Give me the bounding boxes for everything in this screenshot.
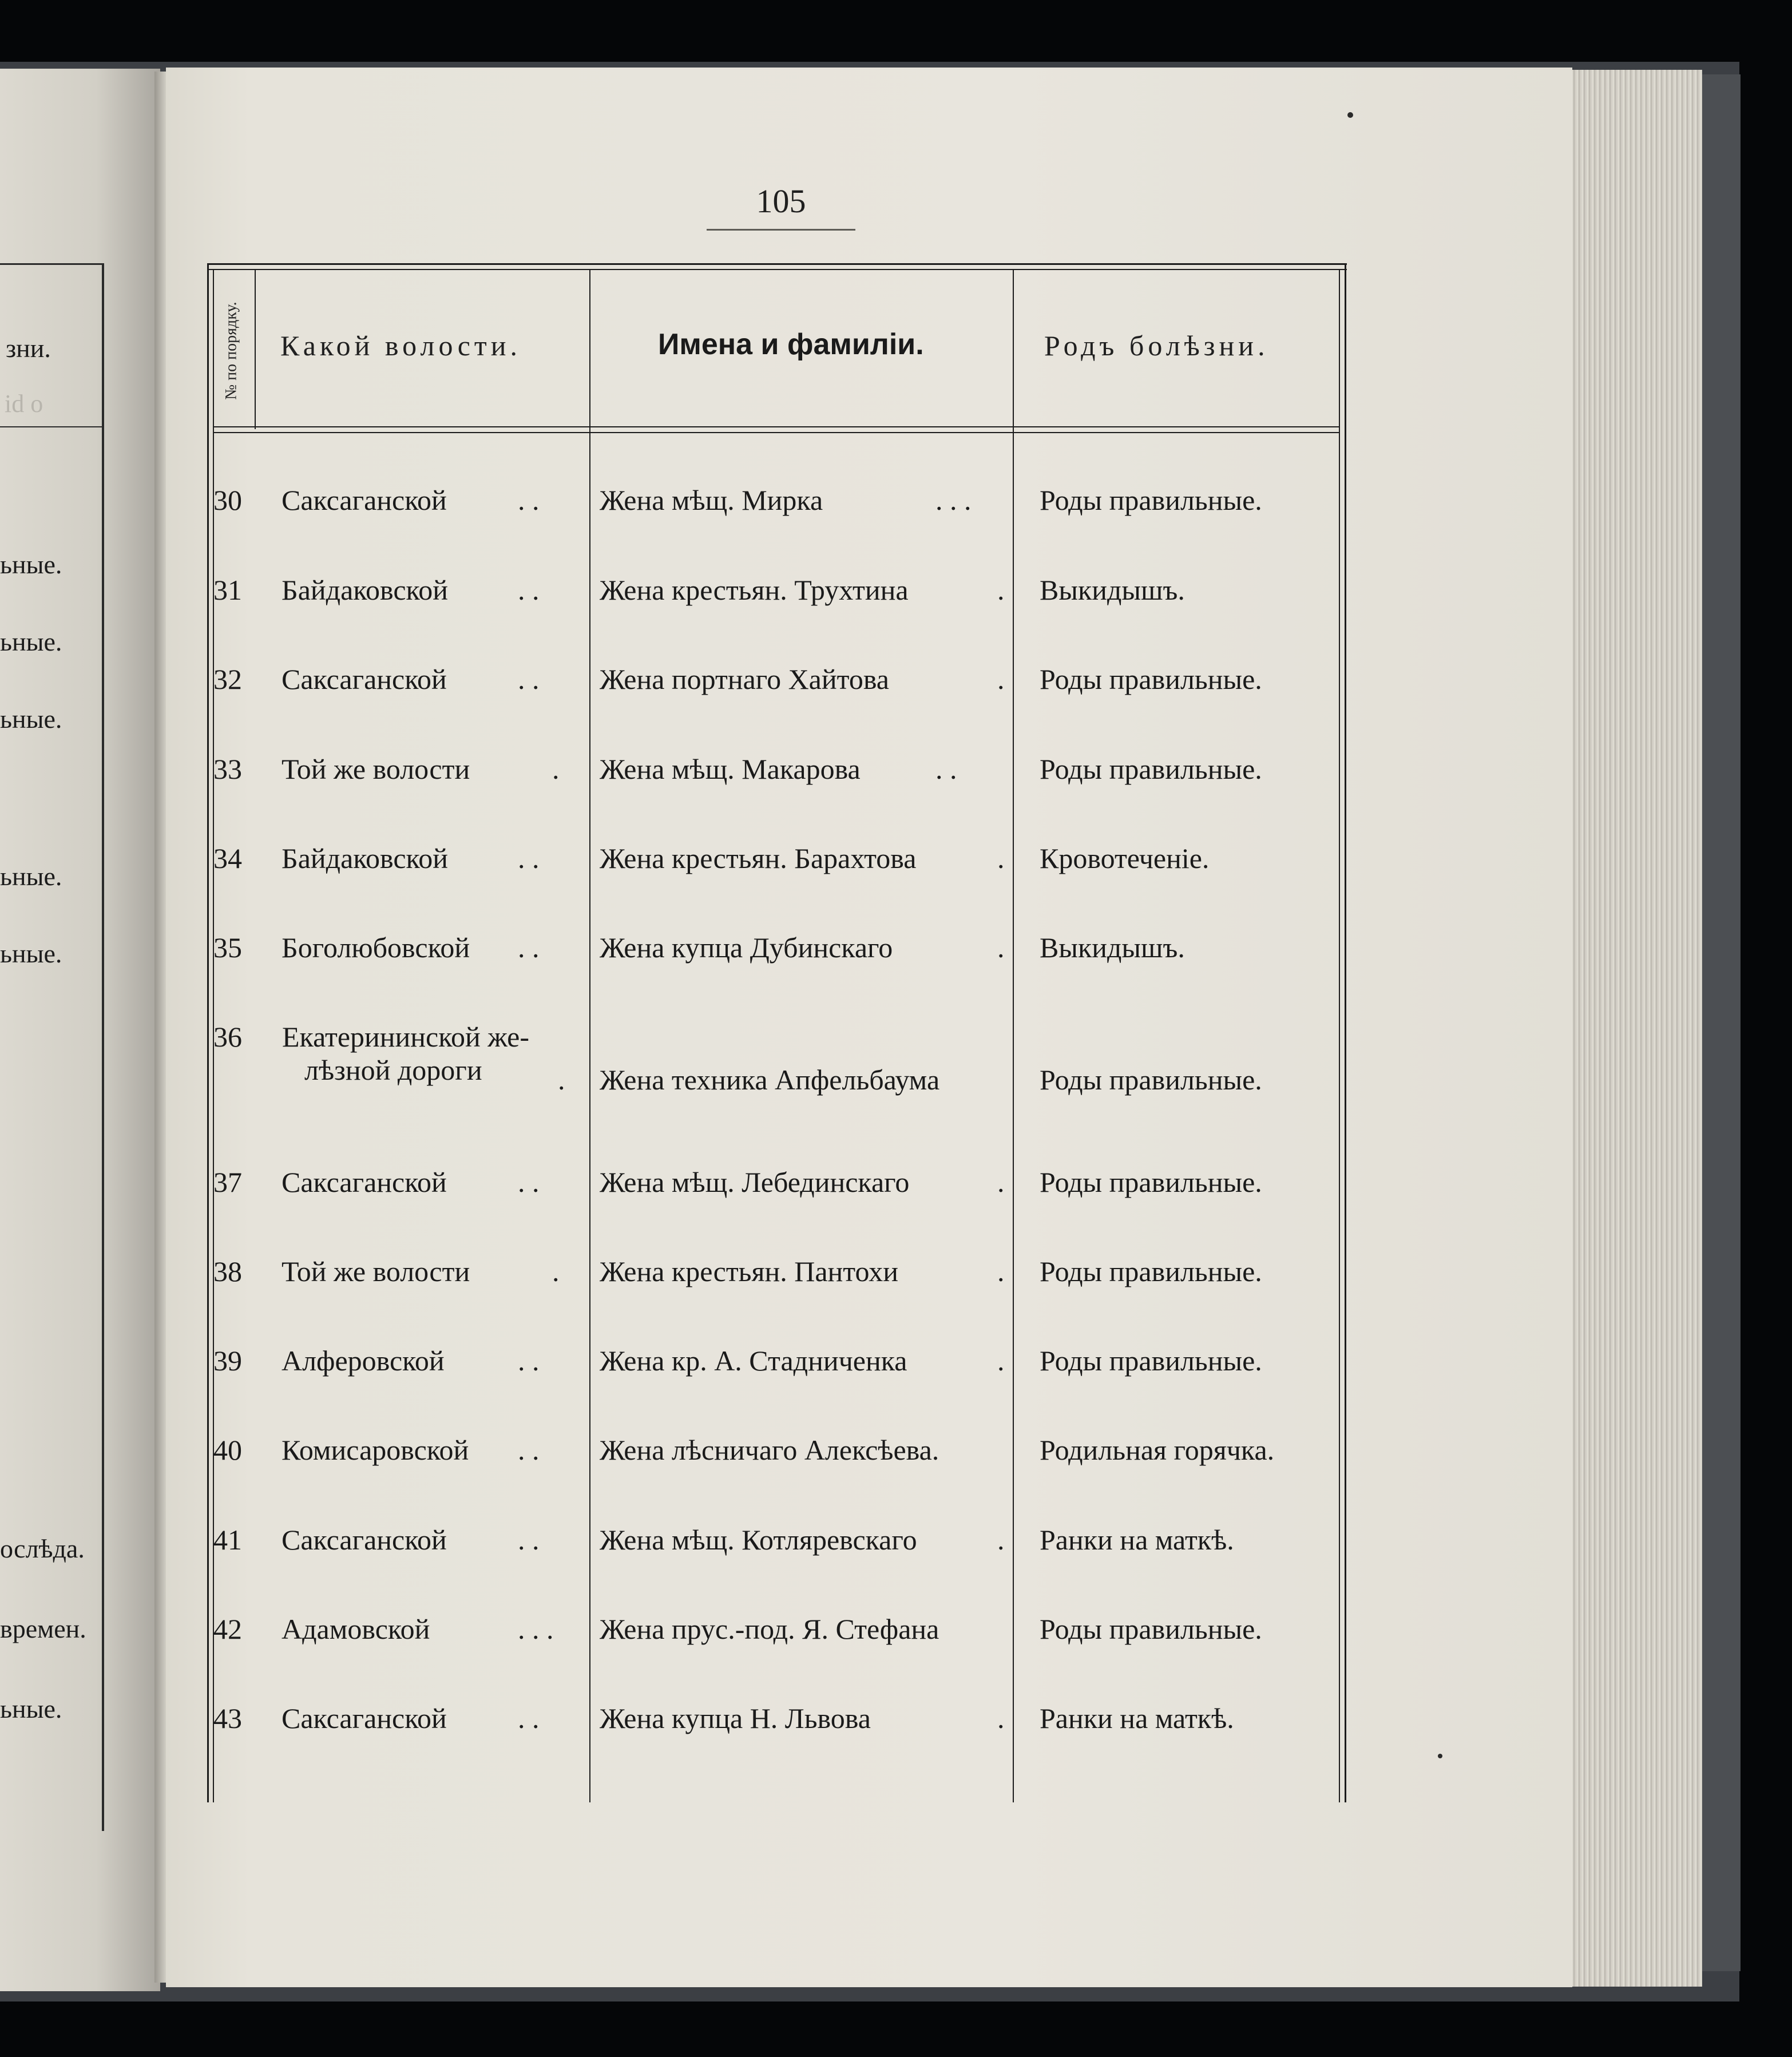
row-volost-dots: . . [518,1702,540,1734]
row-number: 31 [213,574,242,606]
row-number: 38 [213,1255,242,1287]
left-page-line: времен. [0,1614,86,1643]
row-number: 37 [213,1166,242,1198]
row-volost-dots: . [552,753,560,785]
left-page-line: ьные. [0,550,62,579]
left-page-line: ьные. [0,627,62,656]
row-volost-dots: . . [518,484,540,516]
header-bottom-rule [213,426,1340,427]
row-number: 39 [213,1345,242,1377]
header-bottom-rule-inner [213,432,1340,433]
row-name-dots: . [997,932,1005,964]
table-row [209,842,1359,899]
row-name: Жена мѣщ. Мирка [600,484,823,516]
left-page-line: ьные. [0,704,62,734]
row-name: Жена техника Апфельбаума [600,1064,940,1096]
table-row [209,931,1359,988]
row-name-dots: . [997,1524,1005,1556]
header-number: № по порядку. [223,302,240,400]
row-name-dots: . [997,663,1005,695]
row-name: Жена лѣсничаго Алексѣева. [600,1434,939,1466]
row-volost: Байдаковской [282,574,449,606]
row-disease: Кровотеченіе. [1040,842,1210,874]
row-volost: Адамовской [282,1613,430,1645]
row-disease: Ранки на маткѣ. [1040,1524,1234,1556]
row-name-dots: . . . [935,484,972,516]
row-volost-dots: . [558,1064,565,1096]
row-name: Жена крестьян. Трухтина [600,574,909,606]
row-name-dots: . [997,842,1005,874]
row-volost: Саксаганской [282,484,447,516]
row-number: 35 [213,932,242,964]
row-volost-dots: . . [518,1166,540,1198]
row-name-dots: . [997,1345,1005,1377]
row-name-dots: . [997,1166,1005,1198]
row-name: Жена купца Дубинскаго [600,932,893,964]
table-row [209,1612,1359,1670]
row-volost: Той же волости [282,753,470,785]
number-column-rule [255,269,256,429]
row-volost-line2: лѣзной дороги [304,1054,482,1086]
row-number: 36 [213,1021,242,1053]
row-name-dots: . [997,1255,1005,1287]
table-top-rule-inner [207,269,1347,270]
page-edges [1571,70,1702,1987]
row-disease: Роды правильные. [1040,1345,1262,1377]
row-volost-dots: . . [518,1524,540,1556]
row-number: 41 [213,1524,242,1556]
table-row [209,663,1359,720]
row-disease: Роды правильные. [1040,1064,1262,1096]
row-disease: Роды правильные. [1040,484,1262,516]
header-names: Имена и фамиліи. [658,328,924,361]
row-name: Жена мѣщ. Лебединскаго [600,1166,910,1198]
table-row [209,1523,1359,1580]
row-name: Жена мѣщ. Котляревскаго [600,1524,917,1556]
row-name: Жена кр. А. Стадниченка [600,1345,907,1377]
row-number: 40 [213,1434,242,1466]
row-disease: Роды правильные. [1040,1255,1262,1287]
row-volost-line1: Екатерининской же- [282,1021,529,1053]
left-page-line: ьные. [0,862,62,891]
page-number-rule [707,229,855,231]
row-volost-dots: . [552,1255,560,1287]
header-disease: Родъ болѣзни. [1044,330,1269,362]
row-number: 32 [213,663,242,695]
row-volost: Саксаганской [282,663,447,695]
row-disease: Выкидышъ. [1040,574,1185,606]
left-page-line: ьные. [0,939,62,968]
table-row [209,752,1359,810]
row-name: Жена прус.-под. Я. Стефана [600,1613,939,1645]
table-top-rule [207,263,1347,265]
page-number: 105 [756,183,806,220]
table-row [209,1344,1359,1401]
row-volost: Саксаганской [282,1702,447,1734]
left-page-bleed: id o [5,390,43,418]
left-page-vrule [102,263,104,1831]
row-disease: Роды правильные. [1040,753,1262,785]
row-number: 34 [213,842,242,874]
row-volost-dots: . . [518,574,540,606]
row-disease: Роды правильные. [1040,1166,1262,1198]
left-page-rule [0,426,103,427]
row-number: 43 [213,1702,242,1734]
row-name-dots: . [997,574,1005,606]
speck [1347,112,1353,118]
left-page-header-tail: зни. [6,334,51,363]
row-volost: Комисаровской [282,1434,469,1466]
row-volost-dots: . . [518,1345,540,1377]
row-volost [282,1020,602,1087]
row-name: Жена портнаго Хайтова [600,663,889,695]
row-name: Жена мѣщ. Макарова [600,753,861,785]
row-number: 30 [213,484,242,516]
speck [1438,1754,1442,1758]
row-volost: Той же волости [282,1255,470,1287]
left-page-rule [0,263,103,265]
row-number: 33 [213,753,242,785]
row-volost-dots: . . [518,842,540,874]
table-row [209,1020,1359,1096]
row-volost: Боголюбовской [282,932,470,964]
table-row [209,573,1359,631]
table-row [209,1433,1359,1491]
row-disease: Роды правильные. [1040,663,1262,695]
row-volost-dots: . . [518,932,540,964]
header-volost: Какой волости. [280,330,521,362]
left-page-line: ослѣда. [0,1534,85,1563]
row-disease: Родильная горячка. [1040,1434,1275,1466]
left-page [0,69,160,1991]
table-row [209,1166,1359,1223]
row-volost: Байдаковской [282,842,449,874]
row-volost-dots: . . [518,1434,540,1466]
table-row [209,1255,1359,1312]
row-volost-dots: . . . [518,1613,554,1645]
row-disease: Ранки на маткѣ. [1040,1702,1234,1734]
row-volost: Саксаганской [282,1524,447,1556]
table-row [209,483,1359,541]
row-name: Жена крестьян. Пантохи [600,1255,898,1287]
row-volost: Саксаганской [282,1166,447,1198]
row-name: Жена купца Н. Львова [600,1702,871,1734]
row-volost: Алферовской [282,1345,445,1377]
row-name-dots: . . [935,753,957,785]
row-volost-dots: . . [518,663,540,695]
table-row [209,1702,1359,1759]
left-page-line: ьные. [0,1694,62,1723]
row-number: 42 [213,1613,242,1645]
book-cover-edge [1700,74,1741,1971]
row-name: Жена крестьян. Барахтова [600,842,917,874]
row-disease: Роды правильные. [1040,1613,1262,1645]
row-disease: Выкидышъ. [1040,932,1185,964]
row-name-dots: . [997,1702,1005,1734]
